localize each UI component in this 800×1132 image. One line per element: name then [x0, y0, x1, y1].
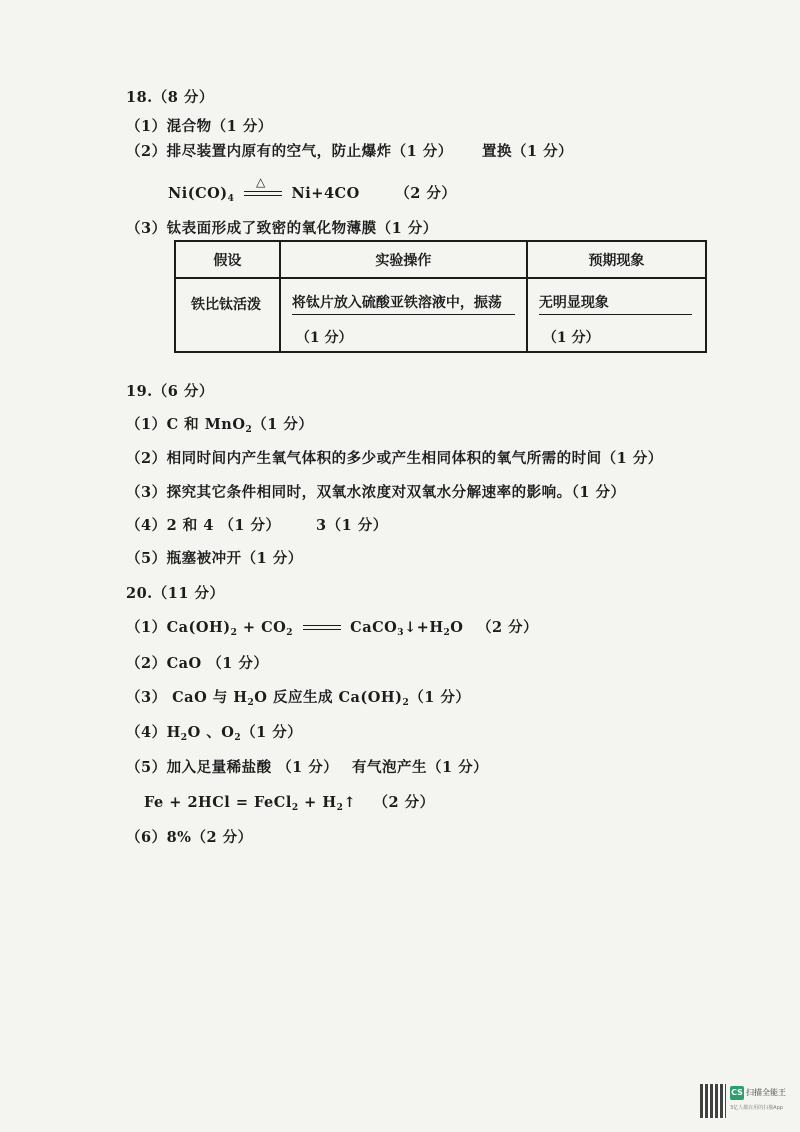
table-cell-phenomenon	[527, 278, 706, 352]
table-header-operation: 实验操作	[280, 241, 527, 278]
q20-3sub2: 2	[402, 698, 410, 708]
q19-header: 19.（6 分）	[126, 383, 214, 400]
q20-3a: （3） CaO 与 H	[126, 689, 248, 706]
eq-score: （2 分）	[395, 185, 457, 202]
q20-answer-5a: （5）加入足量稀盐酸 （1 分）	[126, 759, 339, 776]
heat-condition-icon: △	[255, 175, 266, 189]
q20-eq2sub2: 2	[336, 803, 344, 813]
q19-answer-4a: （4）2 和 4 （1 分）	[126, 517, 281, 534]
eq-left-sub: 4	[227, 194, 235, 204]
eq-left: Ni(CO)	[168, 185, 228, 202]
table-cell-hypothesis	[175, 278, 280, 352]
q20-equation-2	[144, 791, 435, 813]
q19-answer-1-score: （1 分）	[252, 416, 314, 433]
scanner-watermark	[700, 1084, 790, 1124]
table-header-hypothesis: 假设	[175, 241, 280, 278]
q20-4a: （4）H	[126, 724, 181, 741]
q20-eq2b: + H	[298, 794, 337, 811]
q18-answer-3: （3）钛表面形成了致密的氧化物薄膜（1 分）	[126, 220, 438, 237]
q19-answer-4b: 3（1 分）	[316, 517, 388, 534]
q20-eq-b: + CO	[237, 619, 287, 636]
q20-answer-2: （2）CaO （1 分）	[126, 655, 269, 672]
q20-eq2sub1: 2	[291, 803, 299, 813]
eq-right: Ni+4CO	[291, 185, 360, 202]
q20-header: 20.（11 分）	[126, 585, 225, 602]
q20-eq-d: ↓+H	[404, 619, 444, 636]
q20-4c: （1 分）	[241, 724, 303, 741]
q19-answer-5: （5）瓶塞被冲开（1 分）	[126, 550, 303, 567]
phenomenon-score: （1 分）	[542, 330, 600, 346]
q20-eq-sub3: 3	[397, 628, 405, 638]
table-header-phenomenon: 预期现象	[527, 241, 706, 278]
q19-answer-1-sub: 2	[245, 425, 253, 435]
q20-eq-sub2: 2	[286, 628, 294, 638]
q18-answer-2: （2）排尽装置内原有的空气，防止爆炸（1 分）	[126, 143, 453, 160]
q20-answer-5b: 有气泡产生（1 分）	[352, 759, 489, 776]
operation-text: 将钛片放入硫酸亚铁溶液中，振荡	[292, 292, 515, 315]
q20-eq-sub4: 2	[443, 628, 451, 638]
q20-answer-3	[126, 686, 470, 708]
operation-score: （1 分）	[295, 330, 353, 346]
camscanner-logo-icon: CS	[730, 1086, 744, 1100]
q20-answer-1	[126, 616, 538, 638]
q20-4sub1: 2	[180, 733, 188, 743]
q20-eq-sub1: 2	[230, 628, 238, 638]
q19-answer-2: （2）相同时间内产生氧气体积的多少或产生相同体积的氧气所需的时间（1 分）	[126, 450, 663, 467]
q18-equation	[168, 175, 457, 204]
experiment-table	[174, 240, 707, 353]
q19-answer-3: （3）探究其它条件相同时，双氧水浓度对双氧水分解速率的影响。（1 分）	[126, 484, 626, 501]
qr-code-icon	[700, 1084, 726, 1118]
q20-3c: （1 分）	[409, 689, 471, 706]
q20-eq2score: （2 分）	[373, 794, 435, 811]
equals-sign	[244, 175, 282, 199]
q20-eq-a: （1）Ca(OH)	[126, 619, 231, 636]
q19-answer-1	[126, 413, 313, 435]
q20-eq-c: CaCO	[350, 619, 398, 636]
q20-3b: O 反应生成 Ca(OH)	[254, 689, 403, 706]
q20-4sub2: 2	[234, 733, 242, 743]
watermark-app-sub: 3亿人都在用的扫描App	[730, 1105, 783, 1111]
q20-eq-score: （2 分）	[477, 619, 539, 636]
q18-answer-2-type: 置换（1 分）	[482, 143, 574, 160]
hypothesis-text: 铁比钛活泼	[191, 297, 261, 313]
q20-eq2c: ↑	[343, 794, 356, 811]
q18-answer-1: （1）混合物（1 分）	[126, 118, 273, 135]
q20-answer-4	[126, 721, 302, 743]
equals-sign	[303, 623, 341, 633]
table-cell-operation	[280, 278, 527, 352]
q20-eq-e: O	[450, 619, 464, 636]
phenomenon-text: 无明显现象	[539, 292, 692, 315]
watermark-app-name: 扫描全能王	[746, 1088, 786, 1097]
q20-eq2a: Fe + 2HCl = FeCl	[144, 794, 292, 811]
q20-3sub1: 2	[247, 698, 255, 708]
q20-answer-6: （6）8%（2 分）	[126, 829, 253, 846]
q19-answer-1-text: （1）C 和 MnO	[126, 416, 246, 433]
q18-header: 18.（8 分）	[126, 89, 214, 106]
q20-4b: O 、O	[187, 724, 235, 741]
